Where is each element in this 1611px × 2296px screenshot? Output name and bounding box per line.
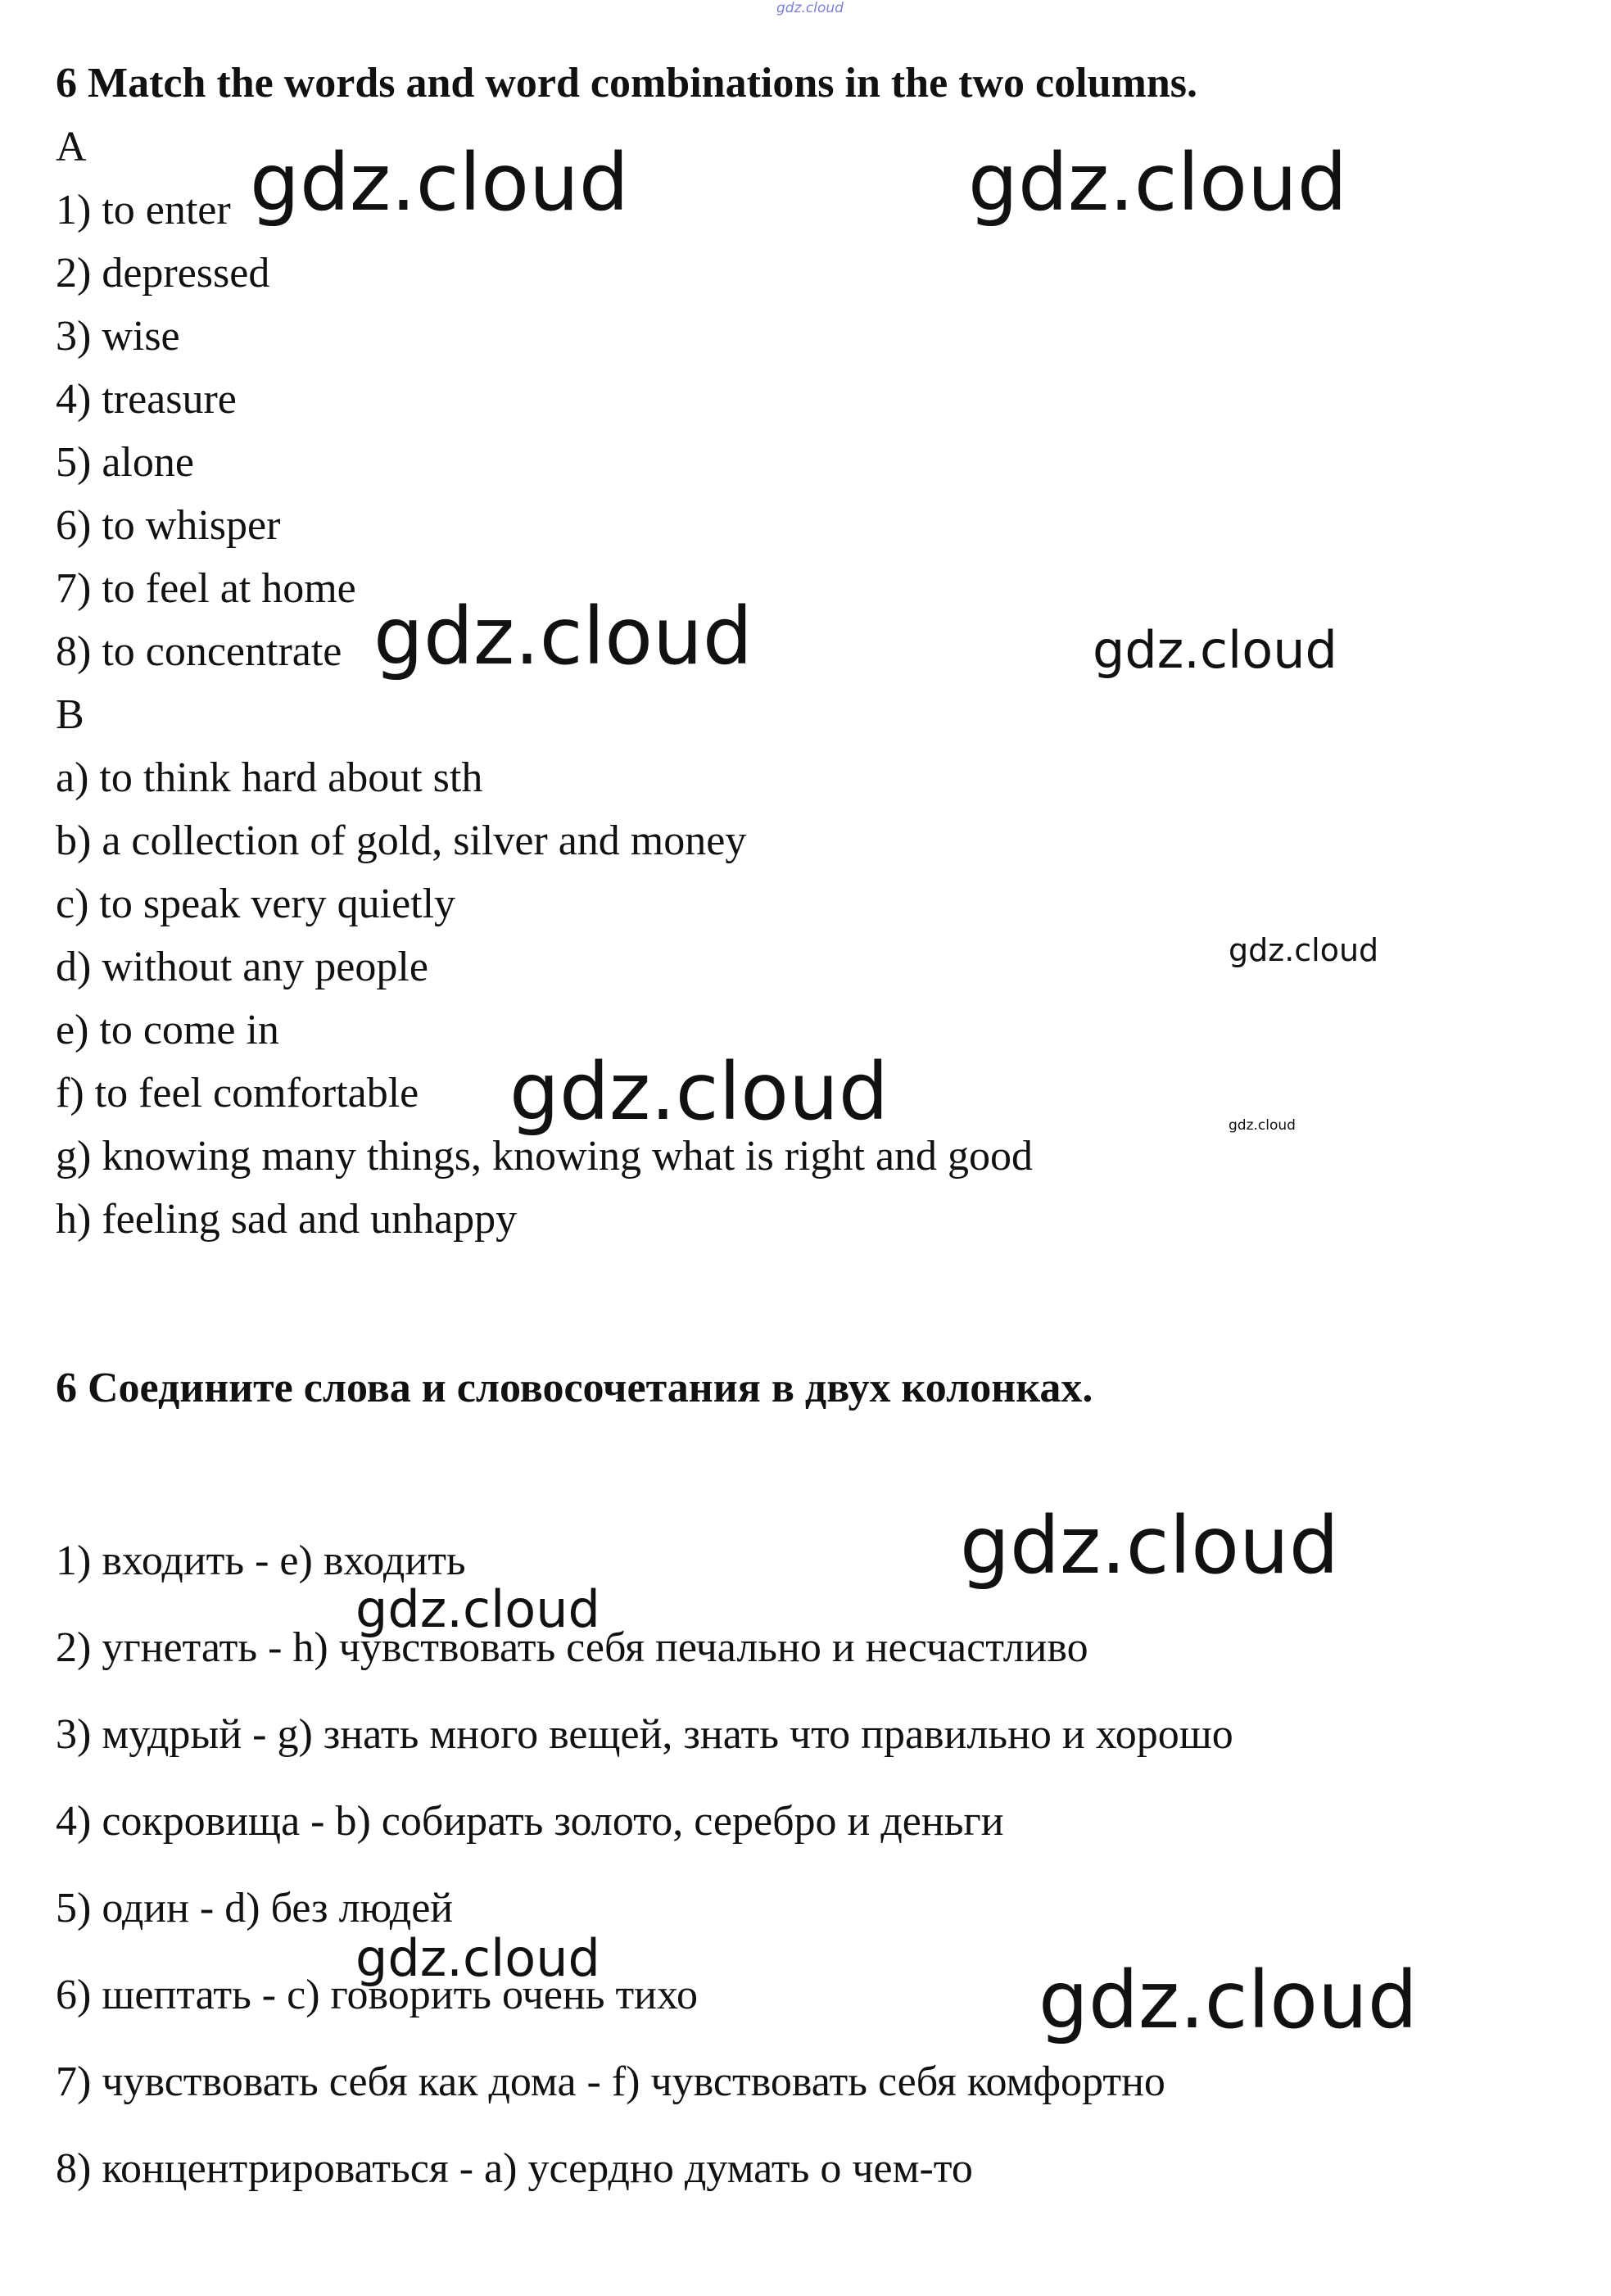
watermark: gdz.cloud — [1093, 620, 1337, 680]
column-a-item: 2) depressed — [56, 250, 270, 297]
watermark: gdz.cloud — [1229, 932, 1379, 968]
column-a-item: 6) to whisper — [56, 502, 281, 549]
column-a-item: 3) wise — [56, 313, 180, 360]
answer-item: 6) шептать - c) говорить очень тихо — [56, 1972, 699, 2018]
watermark-top: gdz.cloud — [776, 0, 844, 16]
watermark: gdz.cloud — [355, 1928, 600, 1988]
watermark: gdz.cloud — [968, 137, 1347, 229]
column-a-label: A — [56, 124, 87, 170]
watermark: gdz.cloud — [1229, 1117, 1296, 1134]
answer-item: 5) один - d) без людей — [56, 1885, 454, 1931]
watermark: gdz.cloud — [355, 1579, 600, 1639]
watermark: gdz.cloud — [373, 591, 753, 682]
watermark: gdz.cloud — [960, 1500, 1339, 1592]
column-b-item: a) to think hard about sth — [56, 754, 483, 801]
answer-item: 7) чувствовать себя как дома - f) чувствовать себя комфортно — [56, 2058, 1165, 2105]
column-a-item: 4) treasure — [56, 376, 237, 423]
column-b-item: f) to feel comfortable — [56, 1070, 419, 1116]
watermark: gdz.cloud — [1039, 1954, 1418, 2046]
column-b-item: g) knowing many things, knowing what is right and good — [56, 1133, 1034, 1180]
column-a-item: 7) to feel at home — [56, 565, 356, 612]
answer-item: 3) мудрый - g) знать много вещей, знать что правильно и хорошо — [56, 1711, 1233, 1758]
column-b-item: h) feeling sad and unhappy — [56, 1196, 518, 1243]
column-a-item: 1) to enter — [56, 187, 231, 233]
watermark: gdz.cloud — [509, 1046, 889, 1138]
column-b-label: B — [56, 691, 84, 738]
answer-item: 2) угнетать - h) чувствовать себя печально и несчастливо — [56, 1624, 1088, 1671]
column-b-item: b) a collection of gold, silver and money — [56, 817, 747, 864]
watermark: gdz.cloud — [250, 137, 629, 229]
exercise-ru-title: 6 Соедините слова и словосочетания в двух колонках. — [56, 1365, 1093, 1411]
column-a-item: 8) to concentrate — [56, 628, 342, 675]
answer-item: 1) входить - e) входить — [56, 1537, 466, 1584]
column-b-item: e) to come in — [56, 1007, 279, 1053]
answer-item: 8) концентрироваться - a) усердно думать о чем-то — [56, 2145, 973, 2192]
exercise-en-title: 6 Match the words and word combinations in the two columns. — [56, 60, 1197, 106]
answer-item: 4) сокровища - b) собирать золото, серебро и деньги — [56, 1798, 1004, 1845]
column-b-item: d) without any people — [56, 944, 428, 990]
column-a-item: 5) alone — [56, 439, 194, 486]
column-b-item: c) to speak very quietly — [56, 881, 456, 927]
